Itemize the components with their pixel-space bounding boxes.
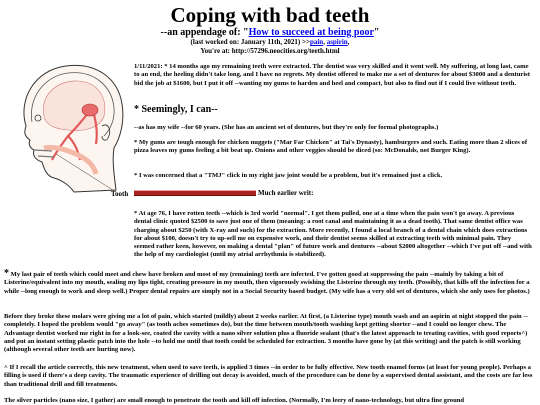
- red-divider-bar: [134, 190, 256, 196]
- wife-paragraph: --as has my wife --for 60 years. (She has an ancient set of dentures, but they're only for formal photographs.): [134, 124, 439, 131]
- tag-separator: ,: [323, 38, 327, 46]
- age-paragraph-text: * At age 76, I have rotten teeth --which is 3rd world "normal". I get them pulled, one at a time when the pain won't go away. A previous dental clinic quoted $2500 to save just one of them (meaning: a root canal and maintaining it as a dead tooth). That same dentist office was charging about $250 (with X-ray and such) for the extraction. More recently, I found a local branch of a dental chain which does extractions for about $100, doesn't try to up-sell me on expensive work, and their dentist seems skilled at extracting teeth with minimal pain. They seemed rather keen, however, on making a dental "plan" of future work and dentures --about $2000 altogether --which I've put off --and with the help of my cardiologist (until my atrial arrhythmia is stabilized).: [134, 210, 532, 259]
- subtitle-suffix: ": [373, 27, 380, 38]
- subtitle-prefix: --an appendage of: ": [160, 27, 249, 38]
- tag-separator: ,: [347, 38, 350, 46]
- infection-paragraph-text: My last pair of teeth which could meet and chew have broken and most of my (remaining) teeth are infected. I've gotten good at suppressing the pain --mainly by taking a bit of Listerine/equivalent into my mouth, sealing my lips tight, creating pressure in my mouth, then vigorously swishing the Listerine through my teeth. (Possibly, that kills off the infection for a while --long enough to work and sleep well.) Proper dental repairs are simply not in a Social Security based budget. (My wife has a very old set of dentures, which she only uses for photos.): [4, 271, 530, 295]
- current-url: You're at: http://57296.neocities.org/teeth.html: [200, 47, 340, 55]
- tooth-label: Tooth: [111, 190, 129, 198]
- molars-paragraph: Before they broke these molars were giving me a lot of pain, which started (mildly) about 2 weeks earlier. At first, (a Listerine type) mouth wash and an aspirin at night stopped the pain --completely. I hoped the problem would "go away" (as tooth aches sometimes do), but the time between mouth/tooth washing kept getting shorter --and I could no longer chew. The Advantage dentist worked me right in for a look-see, coated the cavity with a nano silver solution plus a fluoride sealant (that's the latest approach to treating cavities, with good reports^) and put an instant setting plastic patch into the hole --to hold me until that tooth could be scheduled for extraction. 3 months have gone by (at this writing) and the patch is still working (although several other teeth are hurting now).: [4, 313, 528, 354]
- update-paragraph: 1/11/2021: * 14 months ago my remaining teeth were extracted. The dentist was very skilled and it went well. My suffering, at long last, came to an end, the heeling didn't take long, and I have no regrets. My dentist offered to make me a set of dentures for about $3000 and a denturist bid the job at $1600, but I put it off --wanting my gums to harden and heel and compact, but also to find out if I could live without teeth.: [134, 63, 530, 87]
- last-worked-on: (last worked on: January 11th, 2021) >>: [190, 38, 310, 46]
- tmj-paragraph: * I was concerned that a "TMJ" click in my right jaw joint would be a problem, but it's remained just a click.: [134, 172, 443, 179]
- head-anatomy-illustration: [4, 56, 130, 196]
- infection-paragraph: [4, 270, 533, 296]
- tag-link-aspirin[interactable]: aspirin: [326, 38, 348, 46]
- bullet-star: *: [4, 268, 9, 279]
- section-divider: [134, 189, 313, 197]
- tag-link-pain[interactable]: pain: [309, 38, 324, 46]
- page-meta: [0, 38, 540, 56]
- gums-paragraph: * My gums are tough enough for chicken nuggets ("Mar Far Chicken" at Tai's Dynasty), hamburgers and such. Eating more than 2 slices of pizza leaves my gums feeling a bit beat up. Onions and other veggies should be diced (so: McDonalds, not Burger King).: [134, 139, 528, 155]
- section-heading: * Seemingly, I can--: [134, 104, 218, 115]
- earlier-writings-label: Much earlier writ:: [258, 189, 314, 197]
- age-paragraph-intro: [134, 210, 533, 260]
- treatment-footnote: ^ If I recall the article correctly, this new treatment, when used to save teeth, is applied 3 times --in order to be fully effective. New tooth enamel forms (at least for young people). Perhaps a filling is used if there's a deep cavity. The traumatic experience of drilling out decay is avoided, much of the procedure can be done by a supervised dental assistant, and the costs are far less than traditional drill and fill treatments.: [4, 364, 533, 388]
- page-title: Coping with bad teeth: [170, 3, 370, 27]
- silver-particles-paragraph: The silver particles (nano size, I gather) are small enough to penetrate the tooth and kill off infection. (Normally, I'm leery of nano-technology, but ultra fine ground: [4, 397, 465, 404]
- parent-page-link[interactable]: How to succeed at being poor: [248, 27, 374, 38]
- nerve-ganglion: [82, 104, 98, 116]
